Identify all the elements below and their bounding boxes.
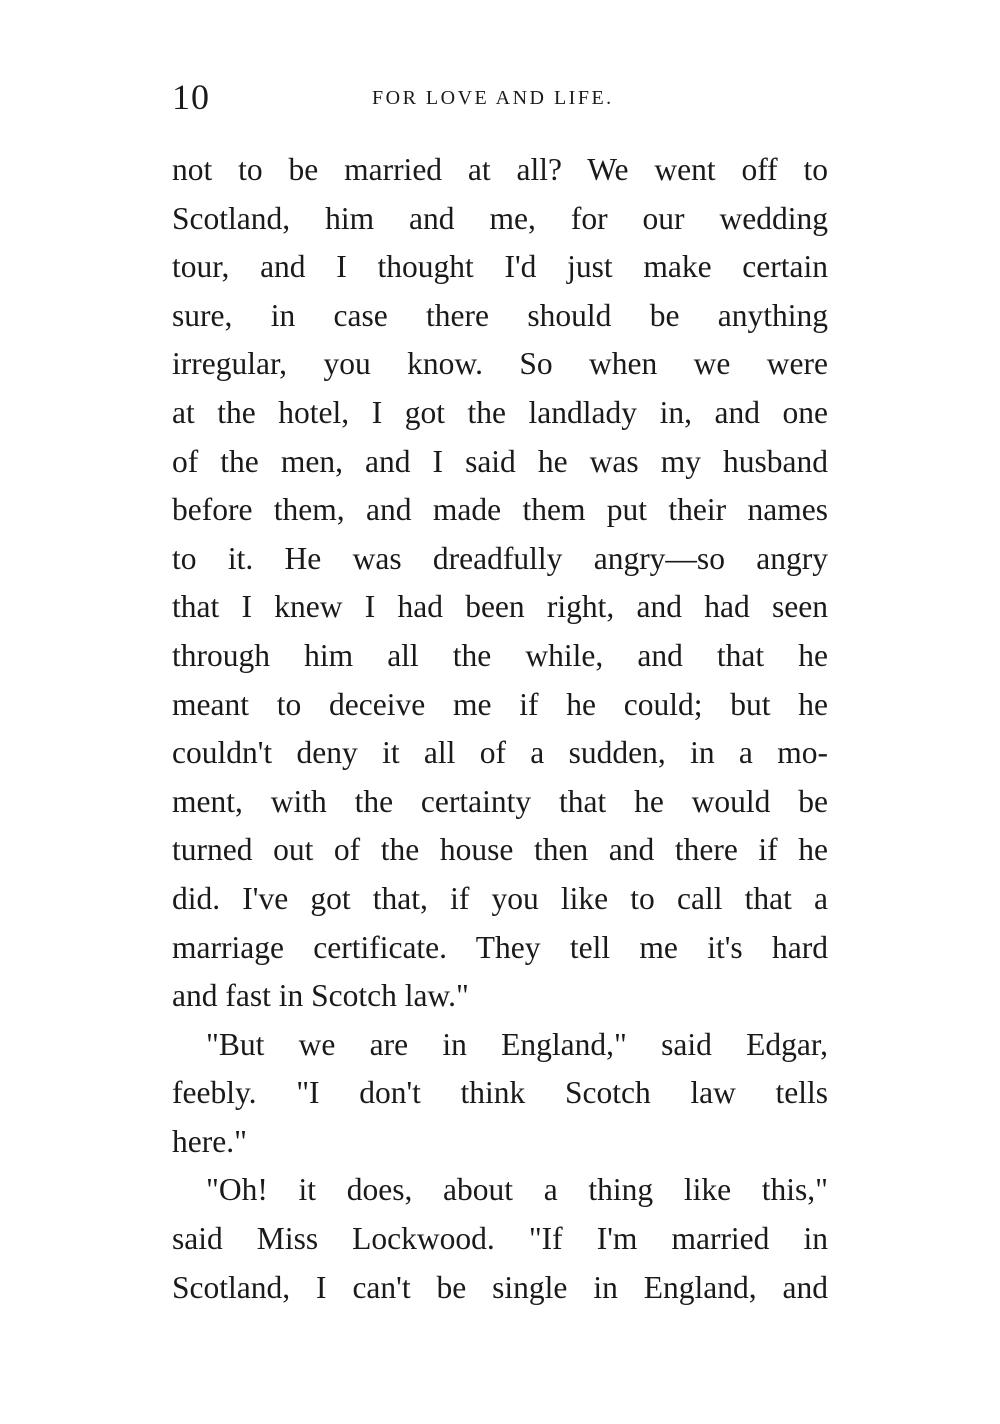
text-line: of the men, and I said he was my husband — [172, 443, 828, 479]
text-line: feebly. "I don't think Scotch law tells — [172, 1075, 828, 1111]
running-title: FOR LOVE AND LIFE. — [372, 87, 614, 109]
text-line: to it. He was dreadfully angry—so angry — [172, 540, 828, 576]
text-line: meant to deceive me if he could; but he — [172, 686, 828, 722]
text-line: turned out of the house then and there if he — [172, 832, 828, 868]
text-line: through him all the while, and that he — [172, 637, 828, 673]
text-line: and fast in Scotch law." — [172, 978, 469, 1014]
text-line: said Miss Lockwood. "If I'm married in — [172, 1221, 828, 1257]
text-line: did. I've got that, if you like to call that a — [172, 880, 828, 916]
text-line: tour, and I thought I'd just make certain — [172, 249, 828, 285]
text-line: not to be married at all? We went off to — [172, 152, 828, 187]
text-line: "But we are in England," said Edgar, — [206, 1026, 828, 1062]
body-text — [172, 146, 828, 1312]
text-line: ment, with the certainty that he would be — [172, 783, 828, 819]
text-line: at the hotel, I got the landlady in, and one — [172, 394, 828, 430]
text-line: "Oh! it does, about a thing like this," — [206, 1172, 828, 1208]
text-line: sure, in case there should be anything — [172, 297, 828, 333]
text-line: irregular, you know. So when we were — [172, 346, 828, 382]
text-line: Scotland, him and me, for our wedding — [172, 200, 828, 236]
text-line: before them, and made them put their names — [172, 492, 828, 528]
page-number: 10 — [172, 77, 210, 117]
running-head — [172, 74, 828, 120]
text-line: here." — [172, 1123, 247, 1159]
text-line: marriage certificate. They tell me it's hard — [172, 929, 828, 965]
text-line: couldn't deny it all of a sudden, in a mo- — [172, 735, 828, 771]
text-line: Scotland, I can't be single in England, and — [172, 1269, 828, 1305]
text-line: that I knew I had been right, and had seen — [172, 589, 828, 625]
